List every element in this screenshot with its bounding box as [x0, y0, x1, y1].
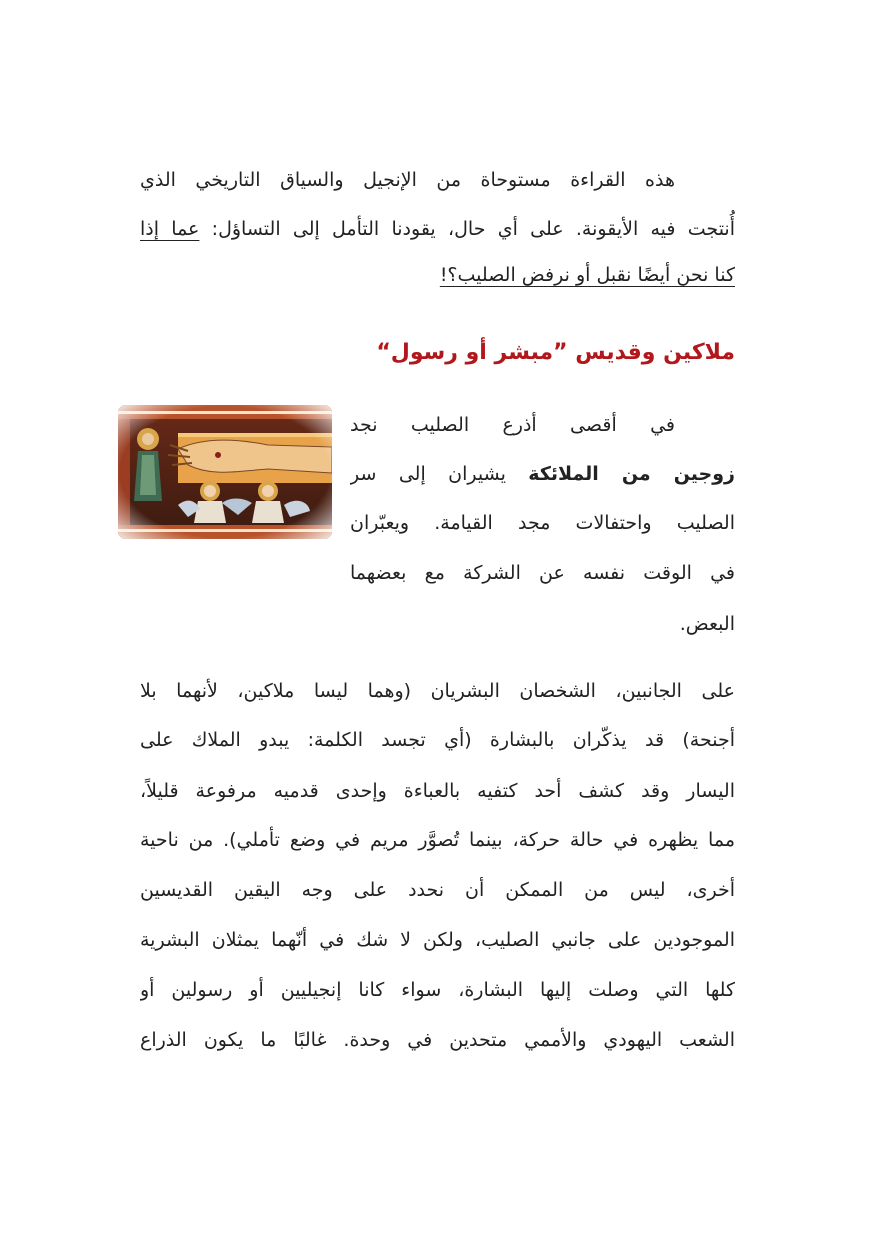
- paragraph-line: الصليب واحتفالات مجد القيامة. ويعبّران: [350, 512, 735, 534]
- paragraph-line: كلها التي وصلت إليها البشارة، سواء كانا إنجيليين أو رسولين أو: [140, 979, 735, 1001]
- bold-phrase: زوجين من الملائكة: [528, 463, 735, 485]
- paragraph-line: في الوقت نفسه عن الشركة مع بعضهما: [350, 562, 735, 584]
- paragraph-line: على الجانبين، الشخصان البشريان (وهما ليسا ملاكين، لأنهما بلا: [140, 680, 735, 702]
- paragraph-text: أُنتجت فيه الأيقونة. على أي حال، يقودنا التأمل إلى التساؤل:: [199, 218, 735, 240]
- paragraph-line: اليسار وقد كشف أحد كتفيه بالعباءة وإحدى قدميه مرفوعة قليلاً،: [140, 780, 735, 802]
- icon-detail-image: [118, 405, 332, 539]
- paragraph-line: الموجودين على جانبي الصليب، ولكن لا شك في أنّهما يمثلان البشرية: [140, 929, 735, 951]
- paragraph-line: الشعب اليهودي والأممي متحدين في وحدة. غالبًا ما يكون الذراع: [140, 1029, 735, 1051]
- paragraph-line: [350, 446, 735, 502]
- section-heading: ملاكين وقديس ”مبشر أو رسول“: [376, 340, 735, 365]
- underlined-phrase: كنا نحن أيضًا نقبل أو نرفض الصليب؟!: [439, 264, 735, 286]
- underlined-phrase: عما إذا: [140, 218, 200, 240]
- paragraph-line: هذه القراءة مستوحاة من الإنجيل والسياق التاريخي الذي: [140, 169, 675, 191]
- paragraph-line: أخرى، ليس من الممكن أن نحدد على وجه اليقين القديسين: [140, 879, 735, 901]
- paragraph-line: [140, 247, 735, 303]
- paragraph-line: البعض.: [679, 613, 735, 635]
- paragraph-text: يشيران إلى سر: [350, 463, 529, 485]
- angels-and-hand-illustration: [118, 405, 332, 539]
- paragraph-line: مما يظهره في حالة حركة، بينما تُصوَّر مريم في وضع تأملي). من ناحية: [140, 829, 735, 851]
- paragraph-line: أجنحة) قد يذكّران بالبشارة (أي تجسد الكلمة: يبدو الملاك على: [140, 729, 735, 751]
- paragraph-line: في أقصى أذرع الصليب نجد: [350, 414, 675, 436]
